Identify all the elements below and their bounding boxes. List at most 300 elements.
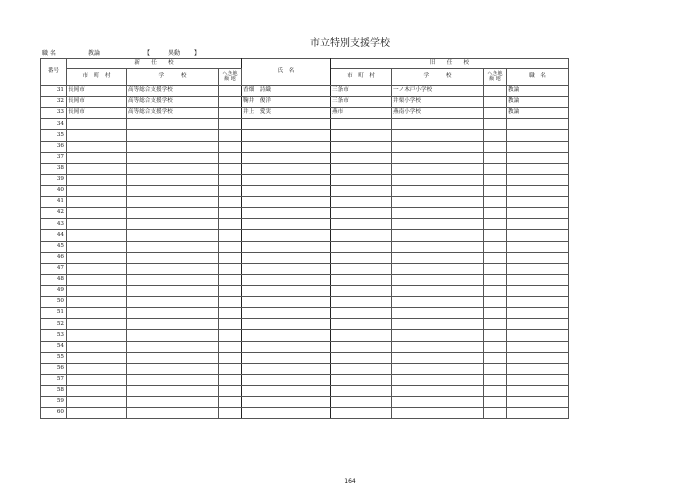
old-school-cell: 一ノ木戸小学校: [392, 86, 484, 97]
name-cell: [242, 308, 331, 319]
name-cell: [242, 408, 331, 419]
table-row: [41, 219, 569, 230]
new-city-cell: [67, 385, 127, 396]
new-remote-cell: [219, 274, 242, 285]
new-city-cell: [67, 274, 127, 285]
new-remote-cell: [219, 252, 242, 263]
new-school-cell: [127, 352, 219, 363]
row-number: 52: [41, 319, 67, 330]
table-row: [41, 263, 569, 274]
new-school-cell: [127, 341, 219, 352]
old-remote-cell: [484, 374, 507, 385]
table-row: [41, 408, 569, 419]
old-remote-cell: [484, 86, 507, 97]
old-school-cell: [392, 297, 484, 308]
name-cell: 鞠井 俊洋: [242, 97, 331, 108]
old-school-cell: [392, 241, 484, 252]
old-city-cell: [331, 385, 392, 396]
new-school-cell: [127, 363, 219, 374]
new-remote-cell: [219, 330, 242, 341]
name-cell: [242, 363, 331, 374]
name-cell: [242, 397, 331, 408]
old-remote-cell: [484, 141, 507, 152]
name-cell: [242, 130, 331, 141]
old-city-cell: [331, 308, 392, 319]
new-remote-cell: [219, 185, 242, 196]
new-remote-cell: [219, 141, 242, 152]
new-city-cell: [67, 308, 127, 319]
new-city-cell: [67, 163, 127, 174]
new-school-cell: [127, 330, 219, 341]
old-remote-cell: [484, 130, 507, 141]
old-city-cell: [331, 297, 392, 308]
old-city-cell: [331, 119, 392, 130]
header-old-school-group: 旧 任 校: [331, 59, 569, 69]
old-school-cell: [392, 330, 484, 341]
position-cell: [507, 241, 569, 252]
new-school-cell: [127, 263, 219, 274]
new-school-cell: [127, 152, 219, 163]
old-remote-cell: [484, 397, 507, 408]
old-city-cell: [331, 252, 392, 263]
old-school-cell: [392, 408, 484, 419]
new-school-cell: [127, 397, 219, 408]
new-city-cell: [67, 141, 127, 152]
new-remote-cell: [219, 352, 242, 363]
row-number: 56: [41, 363, 67, 374]
old-school-cell: [392, 374, 484, 385]
name-cell: [242, 174, 331, 185]
row-number: 32: [41, 97, 67, 108]
name-cell: [242, 185, 331, 196]
old-city-cell: [331, 130, 392, 141]
table-row: [41, 341, 569, 352]
name-cell: [242, 230, 331, 241]
old-city-cell: [331, 241, 392, 252]
bracket-close: 】: [194, 50, 201, 57]
new-school-cell: [127, 285, 219, 296]
position-cell: [507, 374, 569, 385]
position-cell: [507, 263, 569, 274]
new-remote-cell: [219, 408, 242, 419]
old-school-cell: [392, 141, 484, 152]
header-old-remote-grade: へき地 級 地: [484, 69, 507, 86]
bracket-open: 【: [144, 50, 151, 57]
old-school-cell: [392, 363, 484, 374]
old-remote-cell: [484, 208, 507, 219]
name-cell: [242, 297, 331, 308]
row-number: 51: [41, 308, 67, 319]
old-remote-cell: [484, 274, 507, 285]
old-city-cell: 三条市: [331, 86, 392, 97]
name-cell: [242, 319, 331, 330]
page-number: 164: [344, 478, 356, 485]
new-city-cell: [67, 341, 127, 352]
new-city-cell: [67, 319, 127, 330]
position-cell: [507, 197, 569, 208]
header-new-school-group: 新 任 校: [67, 59, 242, 69]
new-city-cell: 長岡市: [67, 97, 127, 108]
position-cell: 教論: [507, 97, 569, 108]
new-school-cell: [127, 297, 219, 308]
new-remote-cell: [219, 263, 242, 274]
old-city-cell: [331, 274, 392, 285]
position-cell: [507, 208, 569, 219]
table-row: [41, 274, 569, 285]
old-remote-cell: [484, 97, 507, 108]
row-number: 55: [41, 352, 67, 363]
new-city-cell: [67, 241, 127, 252]
row-number: 49: [41, 285, 67, 296]
position-cell: [507, 285, 569, 296]
old-school-cell: [392, 219, 484, 230]
old-school-cell: [392, 385, 484, 396]
meta-line: [42, 48, 204, 57]
old-city-cell: [331, 352, 392, 363]
new-school-cell: [127, 174, 219, 185]
new-school-cell: 高等総合支援学校: [127, 86, 219, 97]
header-new-remote-grade: へき地 級 地: [219, 69, 242, 86]
old-school-cell: [392, 119, 484, 130]
position-cell: [507, 230, 569, 241]
position-label: 職 名: [42, 50, 56, 57]
new-remote-cell: [219, 119, 242, 130]
new-remote-cell: [219, 108, 242, 119]
header-new-school: 学 校: [127, 69, 219, 86]
new-school-cell: [127, 274, 219, 285]
row-number: 45: [41, 241, 67, 252]
header-old-school: 学 校: [392, 69, 484, 86]
row-number: 48: [41, 274, 67, 285]
position-cell: [507, 352, 569, 363]
new-city-cell: [67, 185, 127, 196]
row-number: 47: [41, 263, 67, 274]
old-city-cell: [331, 174, 392, 185]
row-number: 60: [41, 408, 67, 419]
old-school-cell: [392, 174, 484, 185]
new-city-cell: [67, 119, 127, 130]
old-remote-cell: [484, 185, 507, 196]
name-cell: [242, 197, 331, 208]
new-city-cell: [67, 285, 127, 296]
new-remote-cell: [219, 208, 242, 219]
table-row: [41, 330, 569, 341]
position-cell: 教論: [507, 108, 569, 119]
position-cell: [507, 308, 569, 319]
name-cell: [242, 285, 331, 296]
old-city-cell: [331, 285, 392, 296]
old-school-cell: [392, 163, 484, 174]
position-cell: 教論: [507, 86, 569, 97]
position-value: 教論: [88, 50, 101, 57]
new-city-cell: [67, 363, 127, 374]
position-cell: [507, 119, 569, 130]
table-row: [41, 185, 569, 196]
old-city-cell: 燕市: [331, 108, 392, 119]
name-cell: [242, 330, 331, 341]
position-cell: [507, 297, 569, 308]
name-cell: [242, 352, 331, 363]
table-row: [41, 285, 569, 296]
new-remote-cell: [219, 308, 242, 319]
name-cell: [242, 241, 331, 252]
row-number: 35: [41, 130, 67, 141]
new-remote-cell: [219, 97, 242, 108]
old-school-cell: [392, 197, 484, 208]
row-number: 54: [41, 341, 67, 352]
table-row: [41, 141, 569, 152]
table-row: [41, 208, 569, 219]
table-row: [41, 119, 569, 130]
old-remote-cell: [484, 152, 507, 163]
table-row: [41, 352, 569, 363]
old-remote-cell: [484, 341, 507, 352]
row-number: 43: [41, 219, 67, 230]
new-school-cell: [127, 408, 219, 419]
position-cell: [507, 319, 569, 330]
old-remote-cell: [484, 308, 507, 319]
old-city-cell: [331, 141, 392, 152]
table-body: [41, 86, 569, 419]
new-city-cell: [67, 174, 127, 185]
old-city-cell: [331, 397, 392, 408]
new-school-cell: [127, 308, 219, 319]
new-remote-cell: [219, 197, 242, 208]
old-city-cell: [331, 163, 392, 174]
old-remote-cell: [484, 174, 507, 185]
new-remote-cell: [219, 363, 242, 374]
new-school-cell: [127, 119, 219, 130]
new-school-cell: [127, 185, 219, 196]
row-number: 31: [41, 86, 67, 97]
old-remote-cell: [484, 241, 507, 252]
old-remote-cell: [484, 330, 507, 341]
new-school-cell: [127, 252, 219, 263]
table-row: [41, 86, 569, 97]
position-cell: [507, 152, 569, 163]
position-cell: [507, 341, 569, 352]
new-remote-cell: [219, 152, 242, 163]
table-row: [41, 163, 569, 174]
old-school-cell: [392, 274, 484, 285]
table-row: [41, 174, 569, 185]
position-cell: [507, 408, 569, 419]
new-remote-cell: [219, 86, 242, 97]
position-cell: [507, 252, 569, 263]
new-remote-cell: [219, 297, 242, 308]
position-cell: [507, 397, 569, 408]
row-number: 40: [41, 185, 67, 196]
old-school-cell: [392, 341, 484, 352]
old-city-cell: [331, 230, 392, 241]
position-cell: [507, 163, 569, 174]
position-cell: [507, 385, 569, 396]
header-no: 番号: [41, 59, 67, 86]
old-school-cell: [392, 252, 484, 263]
table-row: [41, 241, 569, 252]
new-city-cell: 長岡市: [67, 86, 127, 97]
row-number: 41: [41, 197, 67, 208]
old-school-cell: [392, 185, 484, 196]
name-cell: [242, 219, 331, 230]
new-remote-cell: [219, 341, 242, 352]
old-city-cell: [331, 185, 392, 196]
old-city-cell: [331, 408, 392, 419]
position-cell: [507, 174, 569, 185]
new-school-cell: [127, 163, 219, 174]
new-city-cell: [67, 374, 127, 385]
new-remote-cell: [219, 230, 242, 241]
name-cell: [242, 141, 331, 152]
old-remote-cell: [484, 363, 507, 374]
new-remote-cell: [219, 319, 242, 330]
header-old-city: 市 町 村: [331, 69, 392, 86]
row-number: 46: [41, 252, 67, 263]
old-city-cell: [331, 152, 392, 163]
new-remote-cell: [219, 219, 242, 230]
row-number: 38: [41, 163, 67, 174]
new-city-cell: [67, 330, 127, 341]
header-new-city: 市 町 村: [67, 69, 127, 86]
name-cell: 井上 愛実: [242, 108, 331, 119]
table-row: [41, 108, 569, 119]
table-row: [41, 308, 569, 319]
name-cell: [242, 119, 331, 130]
position-cell: [507, 130, 569, 141]
new-school-cell: [127, 130, 219, 141]
row-number: 36: [41, 141, 67, 152]
new-school-cell: [127, 219, 219, 230]
old-city-cell: [331, 197, 392, 208]
position-cell: [507, 219, 569, 230]
row-number: 37: [41, 152, 67, 163]
name-cell: [242, 263, 331, 274]
table-row: [41, 230, 569, 241]
old-city-cell: [331, 330, 392, 341]
table-row: [41, 130, 569, 141]
new-city-cell: [67, 230, 127, 241]
name-cell: [242, 152, 331, 163]
row-number: 44: [41, 230, 67, 241]
old-remote-cell: [484, 219, 507, 230]
old-city-cell: 三条市: [331, 97, 392, 108]
position-cell: [507, 363, 569, 374]
row-number: 34: [41, 119, 67, 130]
old-city-cell: [331, 263, 392, 274]
new-school-cell: [127, 208, 219, 219]
old-remote-cell: [484, 230, 507, 241]
position-cell: [507, 330, 569, 341]
old-remote-cell: [484, 297, 507, 308]
new-city-cell: [67, 208, 127, 219]
row-number: 58: [41, 385, 67, 396]
personnel-table: [40, 58, 569, 419]
old-remote-cell: [484, 197, 507, 208]
new-school-cell: 高等総合支援学校: [127, 97, 219, 108]
new-city-cell: 長岡市: [67, 108, 127, 119]
table-row: [41, 319, 569, 330]
table-row: [41, 252, 569, 263]
old-school-cell: [392, 319, 484, 330]
name-cell: [242, 385, 331, 396]
old-city-cell: [331, 374, 392, 385]
new-remote-cell: [219, 130, 242, 141]
row-number: 57: [41, 374, 67, 385]
table-row: [41, 152, 569, 163]
old-school-cell: [392, 263, 484, 274]
old-city-cell: [331, 363, 392, 374]
position-cell: [507, 185, 569, 196]
new-school-cell: 高等総合支援学校: [127, 108, 219, 119]
page-title: 市立特別支援学校: [310, 38, 390, 49]
new-remote-cell: [219, 385, 242, 396]
row-number: 42: [41, 208, 67, 219]
old-remote-cell: [484, 263, 507, 274]
new-city-cell: [67, 152, 127, 163]
new-remote-cell: [219, 374, 242, 385]
old-city-cell: [331, 341, 392, 352]
old-school-cell: [392, 130, 484, 141]
new-city-cell: [67, 408, 127, 419]
new-remote-cell: [219, 174, 242, 185]
new-city-cell: [67, 263, 127, 274]
name-cell: 香畑 詩織: [242, 86, 331, 97]
new-remote-cell: [219, 163, 242, 174]
position-cell: [507, 141, 569, 152]
old-school-cell: [392, 352, 484, 363]
old-school-cell: [392, 230, 484, 241]
new-school-cell: [127, 385, 219, 396]
new-city-cell: [67, 197, 127, 208]
table-row: [41, 397, 569, 408]
old-remote-cell: [484, 319, 507, 330]
new-remote-cell: [219, 397, 242, 408]
old-school-cell: 井栗小学校: [392, 97, 484, 108]
name-cell: [242, 163, 331, 174]
new-city-cell: [67, 297, 127, 308]
new-school-cell: [127, 230, 219, 241]
header-position: 職 名: [507, 69, 569, 86]
old-city-cell: [331, 208, 392, 219]
category-label: 異動: [167, 50, 180, 57]
old-school-cell: [392, 152, 484, 163]
old-remote-cell: [484, 108, 507, 119]
old-school-cell: [392, 308, 484, 319]
old-remote-cell: [484, 385, 507, 396]
new-remote-cell: [219, 285, 242, 296]
old-school-cell: 燕南小学校: [392, 108, 484, 119]
name-cell: [242, 341, 331, 352]
row-number: 53: [41, 330, 67, 341]
new-city-cell: [67, 252, 127, 263]
new-city-cell: [67, 352, 127, 363]
table-row: [41, 97, 569, 108]
row-number: 39: [41, 174, 67, 185]
row-number: 50: [41, 297, 67, 308]
old-remote-cell: [484, 252, 507, 263]
name-cell: [242, 374, 331, 385]
row-number: 59: [41, 397, 67, 408]
new-school-cell: [127, 319, 219, 330]
new-school-cell: [127, 141, 219, 152]
table-row: [41, 374, 569, 385]
header-name: 氏 名: [242, 59, 331, 86]
old-remote-cell: [484, 119, 507, 130]
name-cell: [242, 274, 331, 285]
new-school-cell: [127, 197, 219, 208]
old-school-cell: [392, 285, 484, 296]
new-school-cell: [127, 374, 219, 385]
